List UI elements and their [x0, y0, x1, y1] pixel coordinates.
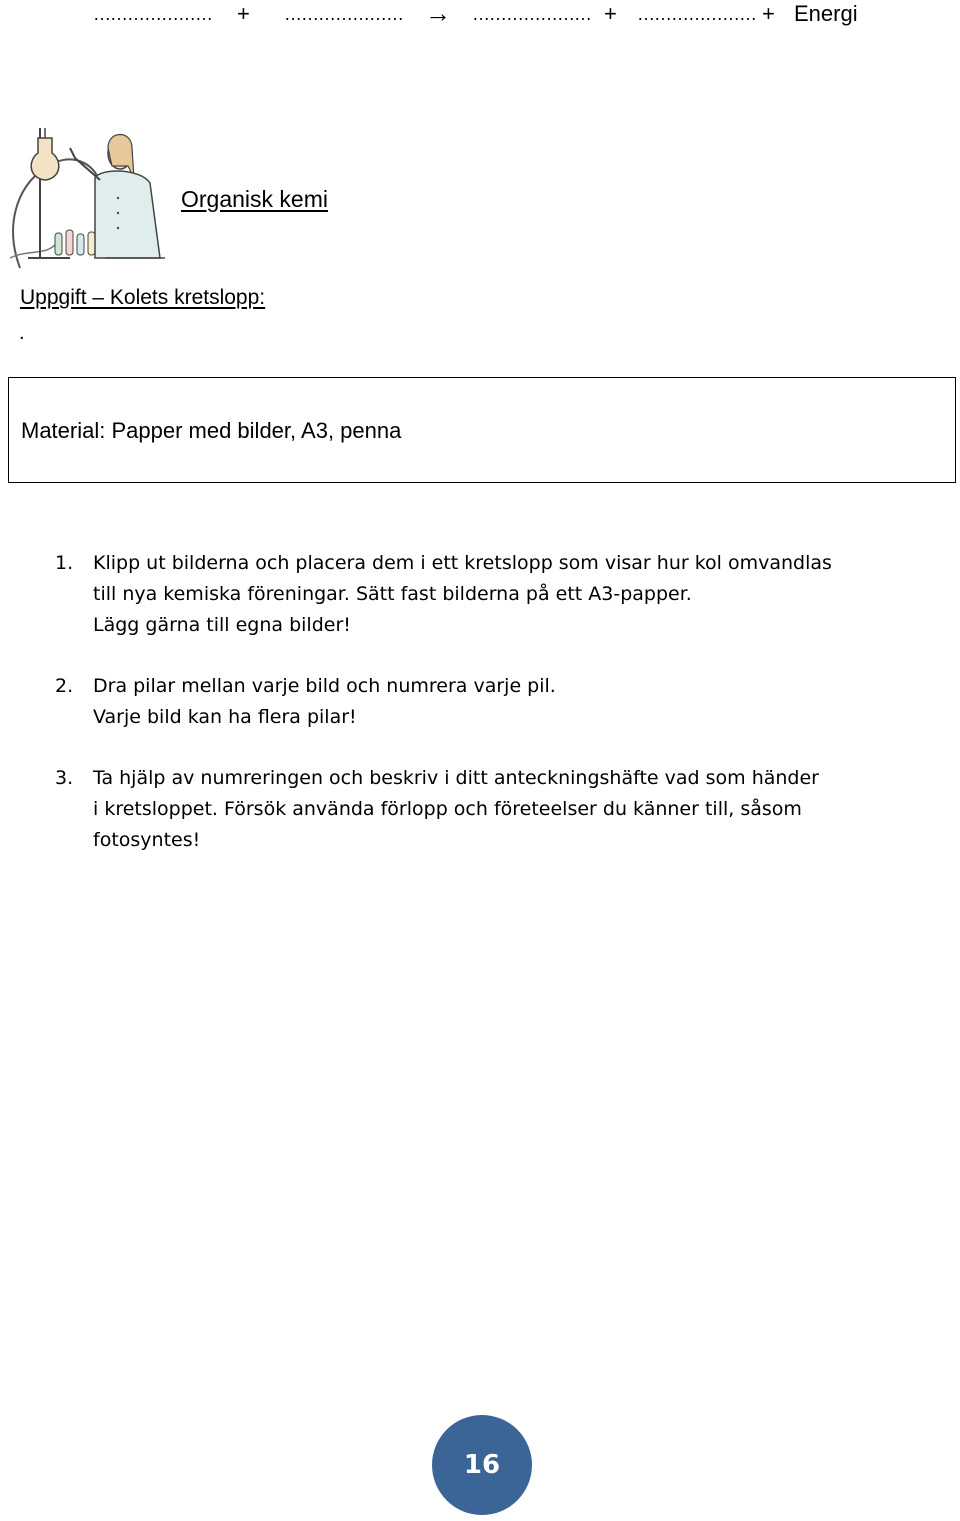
step-number: 2.	[55, 675, 74, 697]
plus-sign: +	[762, 1, 775, 26]
step-number: 1.	[55, 552, 74, 574]
step-line: Dra pilar mellan varje bild och numrera varje pil.	[93, 675, 556, 697]
task-heading: Uppgift – Kolets kretslopp:	[20, 286, 266, 309]
material-text: Material: Papper med bilder, A3, penna	[21, 418, 402, 443]
step-line: till nya kemiska föreningar. Sätt fast bilderna på ett A3-papper.	[93, 583, 692, 605]
step-line: fotosyntes!	[93, 829, 201, 851]
energy-label: Energi	[794, 1, 858, 26]
step-line: Klipp ut bilderna och placera dem i ett kretslopp som visar hur kol omvandlas	[93, 552, 832, 574]
step-line: Varje bild kan ha flera pilar!	[93, 706, 357, 728]
step-line: Ta hjälp av numreringen och beskriv i ditt anteckningshäfte vad som händer	[93, 767, 819, 789]
blank-reactant-1: …………………	[93, 4, 212, 24]
step-line: i kretsloppet. Försök använda förlopp och företeelser du känner till, såsom	[93, 798, 802, 820]
period-mark: .	[19, 322, 25, 344]
blank-reactant-2: …………………	[284, 4, 403, 24]
reaction-equation	[0, 0, 960, 32]
instruction-list	[0, 548, 960, 886]
list-item	[0, 763, 960, 856]
blank-product-2: …………………	[637, 4, 756, 24]
arrow-sign: →	[425, 0, 451, 28]
material-box	[8, 377, 956, 483]
list-item	[0, 671, 960, 733]
step-number: 3.	[55, 767, 74, 789]
plus-sign: +	[237, 1, 250, 26]
blank-product-1: …………………	[472, 4, 591, 24]
list-item	[0, 548, 960, 641]
page-title: Organisk kemi	[181, 186, 328, 212]
page-number-badge	[432, 1415, 532, 1515]
page-number: 16	[463, 1450, 501, 1480]
plus-sign: +	[604, 1, 617, 26]
chemist-lab-illustration-icon	[0, 108, 170, 278]
step-line: Lägg gärna till egna bilder!	[93, 614, 351, 636]
